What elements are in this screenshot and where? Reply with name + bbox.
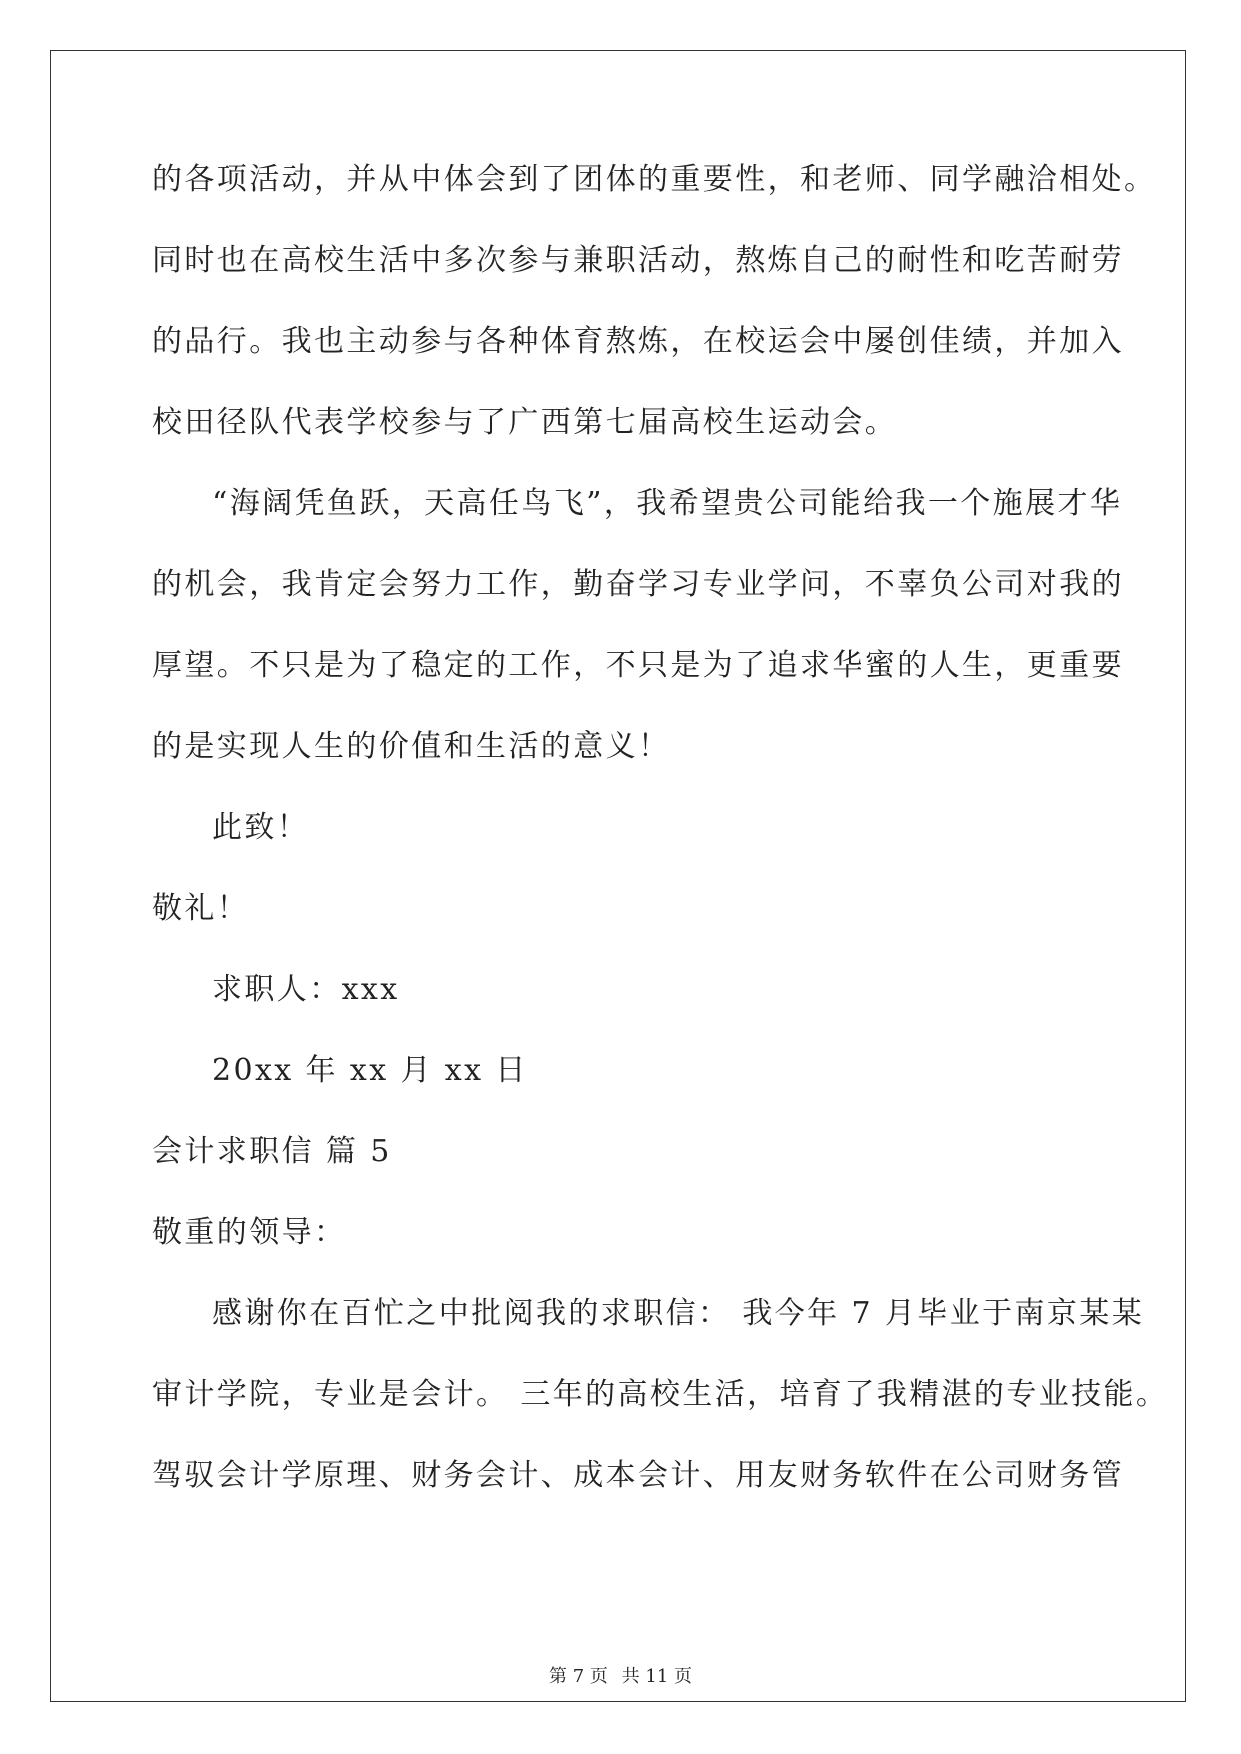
section-heading: 会计求职信 篇 5 (152, 1134, 392, 1169)
paragraph-line: 的品行。我也主动参与各种体育熬炼，在校运会中屡创佳绩，并加入 (152, 324, 1124, 359)
paragraph-line: 驾驭会计学原理、财务会计、成本会计、用友财务软件在公司财务管 (152, 1458, 1124, 1493)
page-footer (0, 1662, 1241, 1688)
salutation-line: 敬礼！ (152, 891, 250, 926)
page-total: 共 11 页 (621, 1666, 692, 1687)
closing-line: 此致！ (212, 810, 310, 845)
paragraph-line: 审计学院，专业是会计。 三年的高校生活，培育了我精湛的专业技能。 (152, 1377, 1169, 1412)
page-border (50, 50, 1186, 1702)
paragraph-line: 厚望。不只是为了稳定的工作，不只是为了追求华蜜的人生，更重要 (152, 648, 1124, 683)
paragraph-line: “海阔凭鱼跃，天高任鸟飞”，我希望贵公司能给我一个施展才华 (212, 486, 1123, 521)
paragraph-line: 的是实现人生的价值和生活的意义！ (152, 729, 671, 764)
paragraph-line: 感谢你在百忙之中批阅我的求职信： 我今年 7 月毕业于南京某某 (212, 1296, 1145, 1331)
page-number: 第 7 页 (549, 1666, 608, 1687)
greeting-line: 敬重的领导： (152, 1215, 347, 1250)
paragraph-line: 的各项活动，并从中体会到了团体的重要性，和老师、同学融洽相处。 (152, 162, 1157, 197)
paragraph-line: 的机会，我肯定会努力工作，勤奋学习专业学问，不辜负公司对我的 (152, 567, 1124, 602)
paragraph-line: 校田径队代表学校参与了广西第七届高校生运动会。 (152, 405, 898, 440)
date-line: 20xx 年 xx 月 xx 日 (212, 1053, 528, 1088)
signature-line: 求职人：xxx (212, 972, 400, 1007)
paragraph-line: 同时也在高校生活中多次参与兼职活动，熬炼自己的耐性和吃苦耐劳 (152, 243, 1124, 278)
